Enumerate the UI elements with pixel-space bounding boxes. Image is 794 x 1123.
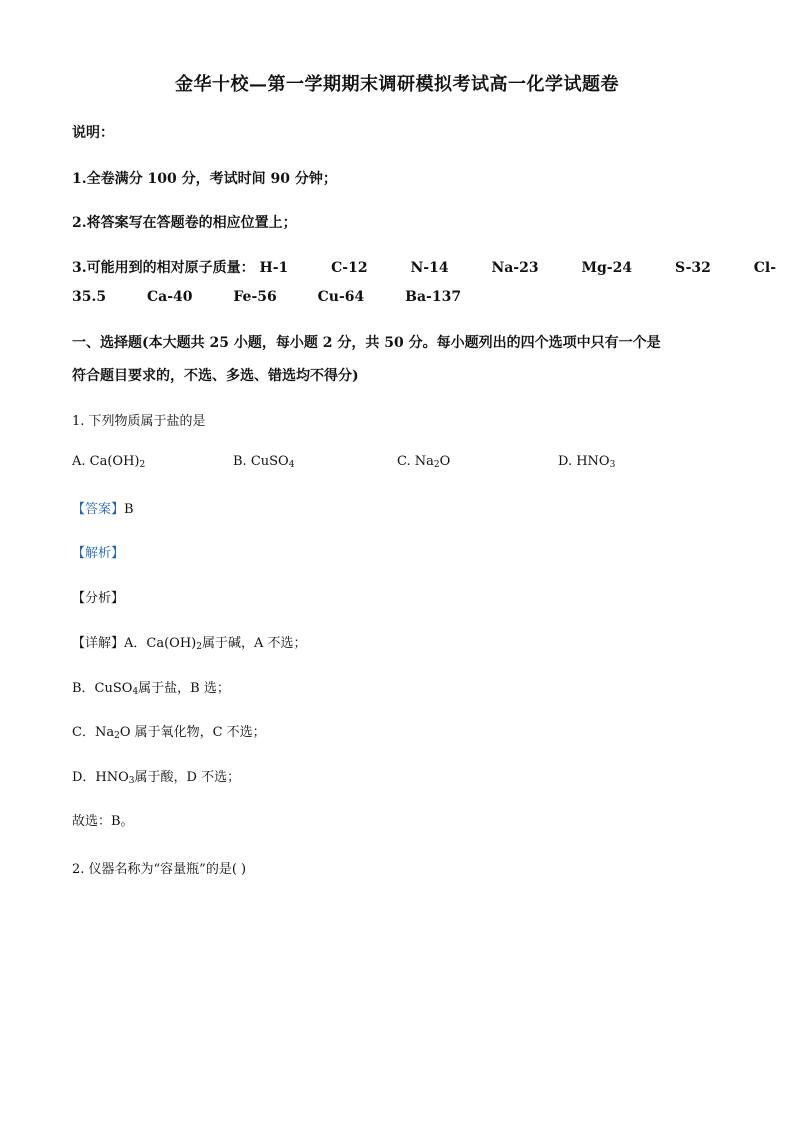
detail-label: 【详解】 <box>72 636 125 651</box>
fenxi-label: 【分析】 <box>72 591 125 606</box>
answer-value: B <box>124 502 134 517</box>
atomic-mass-row-2 <box>72 289 497 305</box>
atomic-mass-ca: Ca-40 <box>146 289 193 305</box>
question-1-stem: 1. 下列物质属于盐的是 <box>72 414 206 429</box>
atomic-mass-label: 3.可能用到的相对原子质量： <box>72 260 255 276</box>
analysis-label: 【解析】 <box>72 546 125 561</box>
detail-line-c: C．$Na_2O$ 属于氧化物，C 不选； <box>72 725 266 741</box>
detail-line-d: D．$HNO_3$属于酸，D 不选； <box>72 770 241 786</box>
atomic-mass-cl: Cl- <box>753 260 777 276</box>
section-heading-line-2: 符合题目要求的，不选、多选、错选均不得分) <box>72 368 359 384</box>
answer-label: 【答案】 <box>72 502 125 517</box>
section-heading-line-1: 一、选择题(本大题共 25 小题，每小题 2 分，共 50 分。每小题列出的四个选项中只有一个是 <box>72 335 661 351</box>
atomic-mass-cl-value: 35.5 <box>72 289 107 305</box>
instruction-item-2: 2.将答案写在答题卷的相应位置上； <box>72 215 297 231</box>
atomic-mass-h: H-1 <box>259 260 289 276</box>
page-title: 金华十校—第一学期期末调研模拟考试高一化学试题卷 <box>175 74 619 95</box>
detail-line-b: B．CuSO$_4$属于盐，B 选； <box>72 681 230 697</box>
detail-line-a: 【详解】A．$Ca(OH)_2$属于碱，A 不选； <box>72 636 307 652</box>
instruction-item-1: 1.全卷满分 100 分，考试时间 90 分钟； <box>72 171 337 187</box>
question-1-option-d: D. $HNO_3$ <box>558 454 616 470</box>
question-1-option-c: C. $Na_2O$ <box>397 454 451 470</box>
instructions-heading: 说明： <box>72 125 114 141</box>
atomic-mass-s: S-32 <box>674 260 711 276</box>
conclusion: 故选：B。 <box>72 814 134 829</box>
question-1-option-b: B. CuSO$_4$ <box>233 454 295 470</box>
question-1-option-a: A. $Ca(OH)_2$ <box>72 454 146 470</box>
atomic-mass-ba: Ba-137 <box>405 289 462 305</box>
atomic-mass-na: Na-23 <box>491 260 539 276</box>
question-1-answer <box>72 498 134 517</box>
atomic-mass-n: N-14 <box>410 260 449 276</box>
atomic-mass-c: C-12 <box>331 260 368 276</box>
atomic-mass-fe: Fe-56 <box>233 289 277 305</box>
atomic-mass-cu: Cu-64 <box>317 289 365 305</box>
atomic-mass-row-1 <box>72 257 776 277</box>
atomic-mass-mg: Mg-24 <box>581 260 633 276</box>
question-2-stem: 2. 仪器名称为“容量瓶”的是( ) <box>72 862 247 877</box>
